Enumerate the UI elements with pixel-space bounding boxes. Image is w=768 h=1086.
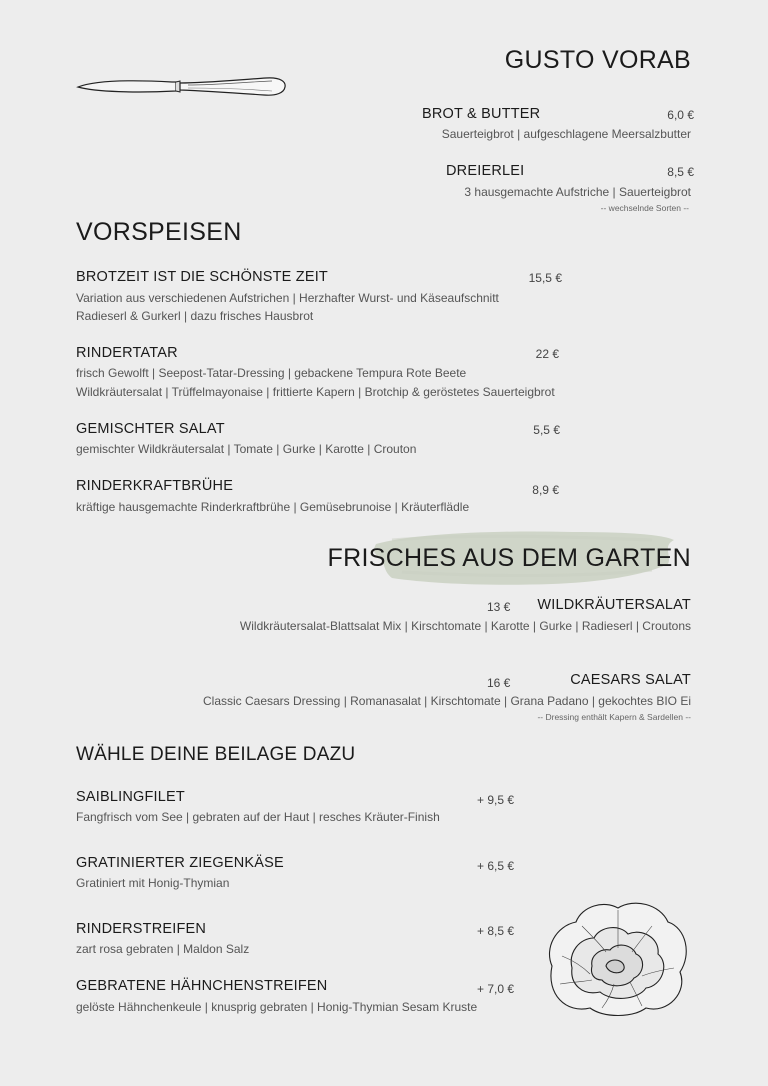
item-desc-gemischter-salat: gemischter Wildkräutersalat | Tomate | Gurke | Karotte | Crouton — [76, 442, 417, 456]
knife-icon — [76, 74, 288, 100]
item-name-rinderkraftbruehe: RINDERKRAFTBRÜHE — [76, 478, 234, 494]
item-desc-haehnchenstreifen: gelöste Hähnchenkeule | knusprig gebraten | Honig-Thymian Sesam Kruste — [76, 1000, 478, 1014]
item-desc-saiblingfilet: Fangfrisch vom See | gebraten auf der Haut | resches Kräuter-Finish — [76, 810, 440, 824]
item-desc-rindertatar-1: frisch Gewolft | Seepost-Tatar-Dressing | gebackene Tempura Rote Beete — [76, 366, 467, 380]
item-name-brot-butter: BROT & BUTTER — [422, 106, 541, 122]
item-price-rinderkraftbruehe: 8,9 € — [532, 483, 559, 497]
item-desc-dreierlei: 3 hausgemachte Aufstriche | Sauerteigbrot — [464, 185, 691, 199]
item-price-caesars-salat: 16 € — [487, 676, 511, 690]
item-desc-rindertatar-2: Wildkräutersalat | Trüffelmayonaise | frittierte Kapern | Brotchip & geröstetes Sauerteigbrot — [76, 385, 555, 399]
section-title-vorspeisen: VORSPEISEN — [76, 218, 242, 246]
item-desc-wildkraeutersalat: Wildkräutersalat-Blattsalat Mix | Kirschtomate | Karotte | Gurke | Radieserl | Croutons — [239, 619, 691, 633]
item-desc-brot-butter: Sauerteigbrot | aufgeschlagene Meersalzbutter — [441, 127, 691, 141]
item-price-dreierlei: 8,5 € — [667, 165, 694, 179]
item-price-gemischter-salat: 5,5 € — [533, 423, 560, 437]
item-name-dreierlei: DREIERLEI — [446, 163, 525, 179]
section-title-garten: FRISCHES AUS DEM GARTEN — [327, 544, 691, 572]
item-price-brot-butter: 6,0 € — [667, 108, 694, 122]
item-name-brotzeit: BROTZEIT IST DIE SCHÖNSTE ZEIT — [76, 269, 328, 285]
item-name-haehnchenstreifen: GEBRATENE HÄHNCHENSTREIFEN — [76, 978, 328, 994]
item-desc-caesars-salat: Classic Caesars Dressing | Romanasalat | Kirschtomate | Grana Padano | gekochtes BIO Ei — [202, 694, 691, 708]
item-desc-rinderstreifen: zart rosa gebraten | Maldon Salz — [76, 942, 250, 956]
section-title-gusto: GUSTO VORAB — [504, 46, 691, 74]
item-name-wildkraeutersalat: WILDKRÄUTERSALAT — [537, 597, 691, 613]
item-name-rindertatar: RINDERTATAR — [76, 345, 178, 361]
item-price-haehnchenstreifen: + 7,0 € — [477, 982, 515, 996]
item-name-ziegenkaese: GRATINIERTER ZIEGENKÄSE — [76, 855, 284, 871]
item-price-saiblingfilet: + 9,5 € — [477, 793, 515, 807]
item-price-rindertatar: 22 € — [535, 347, 559, 361]
item-note-caesars-salat: -- Dressing enthält Kapern & Sardellen -- — [537, 712, 691, 722]
item-price-ziegenkaese: + 6,5 € — [477, 859, 515, 873]
item-desc-ziegenkaese: Gratiniert mit Honig-Thymian — [76, 876, 230, 890]
item-desc-rinderkraftbruehe: kräftige hausgemachte Rinderkraftbrühe | Gemüsebrunoise | Kräuterflädle — [76, 500, 470, 514]
item-name-saiblingfilet: SAIBLINGFILET — [76, 789, 185, 805]
item-desc-brotzeit-2: Radieserl & Gurkerl | dazu frisches Hausbrot — [76, 309, 314, 323]
item-price-brotzeit: 15,5 € — [528, 271, 562, 285]
item-name-caesars-salat: CAESARS SALAT — [570, 672, 691, 688]
item-price-wildkraeutersalat: 13 € — [487, 600, 511, 614]
item-note-dreierlei: -- wechselnde Sorten -- — [600, 203, 689, 213]
item-desc-brotzeit-1: Variation aus verschiedenen Aufstrichen | Herzhafter Wurst- und Käseaufschnitt — [76, 291, 499, 305]
item-name-rinderstreifen: RINDERSTREIFEN — [76, 921, 207, 937]
section-title-beilage: WÄHLE DEINE BEILAGE DAZU — [76, 744, 356, 765]
item-name-gemischter-salat: GEMISCHTER SALAT — [76, 421, 225, 437]
item-price-rinderstreifen: + 8,5 € — [477, 924, 515, 938]
lettuce-icon — [542, 896, 692, 1018]
